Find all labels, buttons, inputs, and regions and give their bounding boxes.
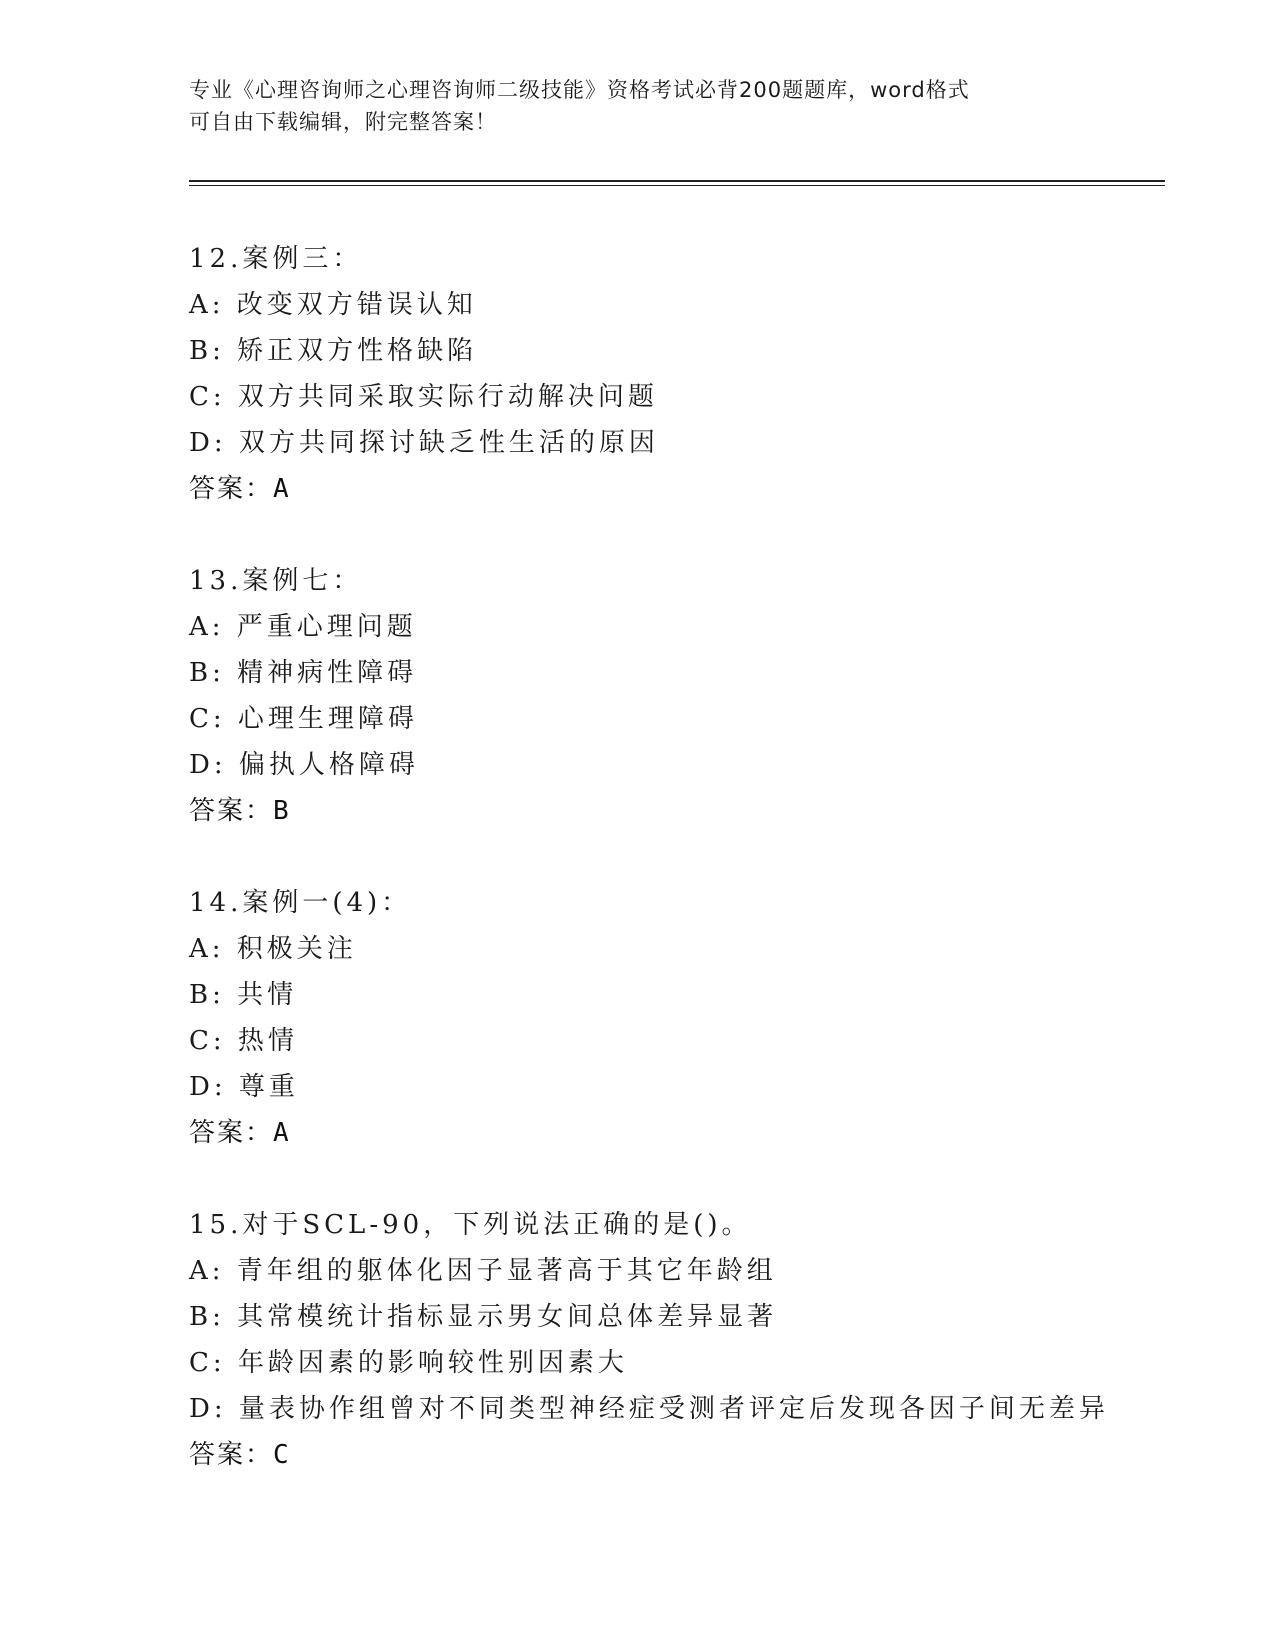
option-b: B: 共情 — [189, 980, 298, 1010]
option-c: C: 年龄因素的影响较性别因素大 — [189, 1348, 628, 1378]
answer-label: 答案： — [189, 1440, 274, 1470]
question-12 — [189, 236, 1189, 512]
question-15 — [189, 1202, 1189, 1478]
question-stem: 13.案例七： — [189, 566, 363, 596]
answer-value: A — [273, 1118, 291, 1148]
option-a: A: 严重心理问题 — [189, 612, 417, 642]
option-b: B: 其常模统计指标显示男女间总体差异显著 — [189, 1302, 778, 1332]
answer-label: 答案： — [189, 1118, 274, 1148]
option-b: B: 精神病性障碍 — [189, 658, 418, 688]
question-stem: 15.对于SCL-90，下列说法正确的是()。 — [189, 1210, 752, 1240]
option-c: C: 双方共同采取实际行动解决问题 — [189, 382, 658, 412]
question-14 — [189, 880, 1189, 1156]
header-line-1: 专业《心理咨询师之心理咨询师二级技能》资格考试必背200题题库，word格式 — [189, 78, 970, 102]
answer-line — [189, 466, 1189, 512]
option-d: D: 尊重 — [189, 1072, 299, 1102]
document-header — [189, 74, 1089, 138]
answer-value: C — [273, 1440, 291, 1470]
header-divider — [189, 180, 1165, 186]
answer-label: 答案： — [189, 474, 274, 504]
question-stem: 14.案例一(4)： — [189, 888, 412, 918]
option-c: C: 热情 — [189, 1026, 298, 1056]
answer-label: 答案： — [189, 796, 274, 826]
question-list — [189, 236, 1189, 1478]
answer-value: A — [273, 474, 291, 504]
option-a: A: 积极关注 — [189, 934, 357, 964]
answer-line — [189, 788, 1189, 834]
option-c: C: 心理生理障碍 — [189, 704, 418, 734]
spacer — [189, 512, 1189, 558]
option-d: D: 量表协作组曾对不同类型神经症受测者评定后发现各因子间无差异 — [189, 1394, 1109, 1424]
answer-line — [189, 1432, 1189, 1478]
spacer — [189, 834, 1189, 880]
answer-line — [189, 1110, 1189, 1156]
question-13 — [189, 558, 1189, 834]
spacer — [189, 1156, 1189, 1202]
option-d: D: 双方共同探讨缺乏性生活的原因 — [189, 428, 659, 458]
question-stem: 12.案例三： — [189, 244, 363, 274]
answer-value: B — [273, 796, 291, 826]
option-a: A: 青年组的躯体化因子显著高于其它年龄组 — [189, 1256, 777, 1286]
option-a: A: 改变双方错误认知 — [189, 290, 477, 320]
header-line-2: 可自由下载编辑，附完整答案！ — [189, 110, 497, 134]
option-b: B: 矫正双方性格缺陷 — [189, 336, 478, 366]
option-d: D: 偏执人格障碍 — [189, 750, 419, 780]
